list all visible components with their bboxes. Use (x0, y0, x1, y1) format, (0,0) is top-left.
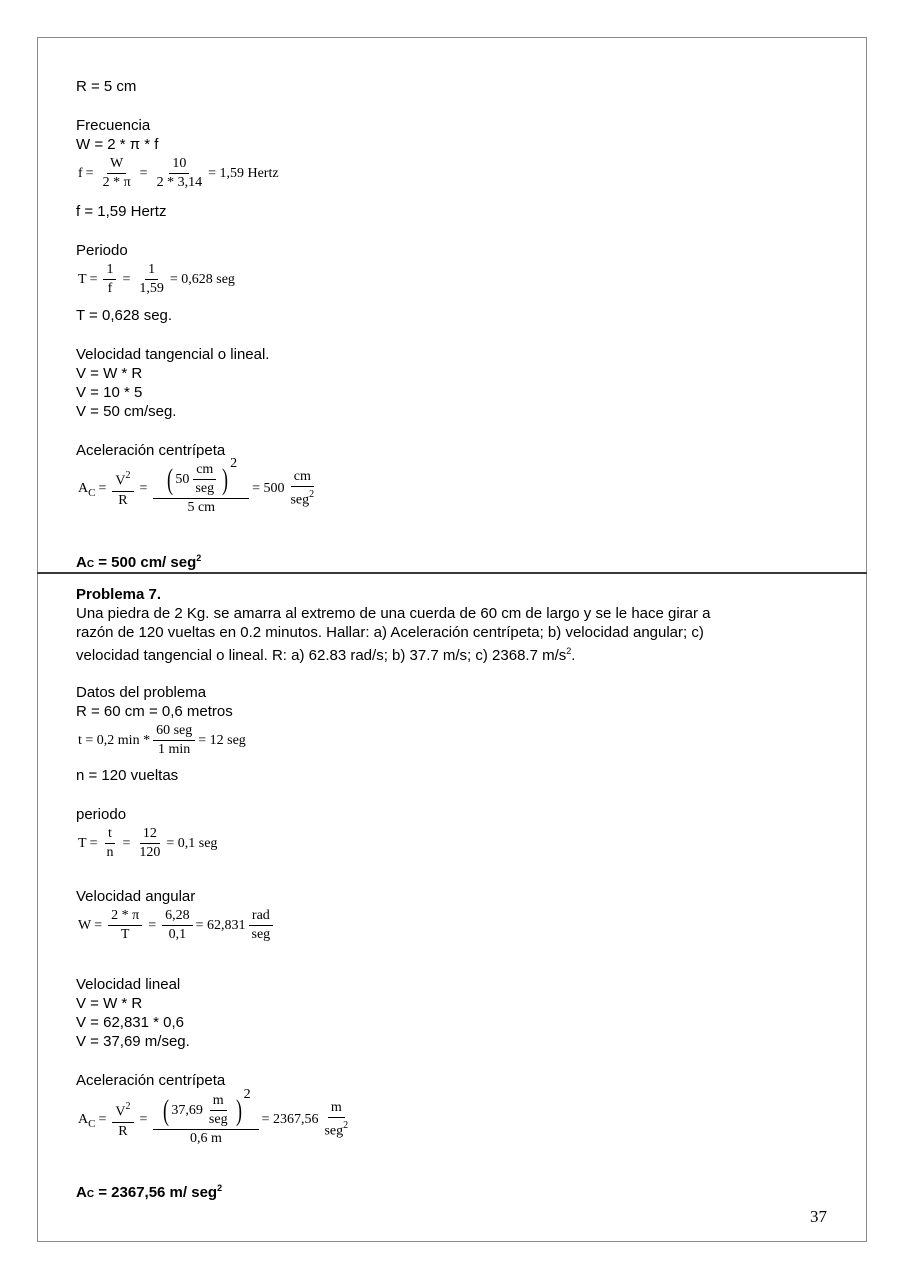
eq-lhs: T (78, 271, 87, 287)
result-sup: 2 (196, 553, 202, 563)
numerator: W (107, 156, 126, 174)
paren-group (165, 455, 238, 497)
unit-fraction (287, 469, 317, 509)
velocidad-line-3: V = 50 cm/seg. (76, 403, 177, 420)
eq-value: = 500 (252, 481, 285, 496)
right-paren: ) (222, 462, 229, 496)
numerator (112, 1100, 133, 1123)
velocidad-line-2: V = 10 * 5 (76, 384, 143, 401)
denominator: 0,6 m (190, 1131, 222, 1146)
numerator: 10 (169, 156, 189, 174)
eq-lhs (78, 481, 95, 497)
tiempo-equation (78, 723, 246, 758)
frecuencia-result: f = 1,59 Hertz (76, 203, 167, 220)
radius-line: R = 5 cm (76, 78, 137, 95)
problem-statement (76, 604, 796, 665)
lhs-main: A (78, 1112, 89, 1127)
equals-sign: = (122, 835, 131, 851)
eq-value: = 62,831 (195, 917, 246, 933)
equals-sign: = (98, 1112, 107, 1127)
result-main: = 2367,56 m/ seg (94, 1184, 218, 1201)
left-paren: ( (163, 1093, 170, 1127)
result-sup: 2 (217, 1183, 223, 1193)
denominator: f (107, 281, 113, 296)
periodo2-equation (78, 826, 217, 861)
fraction (100, 156, 134, 191)
unit-numerator: cm (291, 469, 314, 487)
result-sub: C (86, 559, 95, 570)
frecuencia-heading: Frecuencia (76, 117, 151, 134)
fraction (154, 156, 206, 191)
unit-den-main: seg (324, 1123, 344, 1139)
lineal-line-1: V = W * R (76, 995, 143, 1012)
equals-sign: = (122, 271, 131, 287)
eq-lhs: W (78, 917, 92, 933)
page-number: 37 (810, 1207, 827, 1226)
inner-denominator: seg (208, 1112, 228, 1127)
angular-equation (78, 908, 276, 943)
inner-fraction (192, 462, 217, 497)
equals-sign: = (148, 917, 157, 933)
aceleracion2-heading: Aceleración centrípeta (76, 1072, 226, 1089)
unit-denominator (321, 1118, 351, 1140)
numerator: 1 (103, 262, 116, 280)
fraction (112, 1100, 133, 1140)
denominator: 1 min (158, 742, 191, 757)
numerator (153, 455, 249, 499)
outer-sup: 2 (243, 1086, 251, 1102)
numerator: 60 seg (153, 723, 195, 741)
fraction (108, 908, 142, 943)
unit-den-main: seg (290, 492, 310, 508)
fraction (103, 262, 116, 297)
unit-numerator: m (328, 1100, 345, 1118)
denominator: R (118, 492, 128, 508)
inner-denominator: seg (195, 481, 215, 496)
fraction (103, 826, 116, 861)
aceleracion-result (76, 549, 201, 574)
inner-numerator: cm (193, 462, 216, 480)
eq-lhs: t = 0,2 min * (78, 732, 151, 748)
equals-sign: = (89, 271, 98, 287)
equals-sign: = (139, 481, 148, 496)
eq-value: = 2367,56 (261, 1112, 319, 1127)
inner-fraction (206, 1093, 231, 1128)
eq-lhs: T (78, 835, 87, 851)
angular-heading: Velocidad angular (76, 888, 196, 905)
datos-n: n = 120 vueltas (76, 767, 179, 784)
denominator: 2 * 3,14 (156, 175, 203, 190)
right-paren: ) (235, 1093, 242, 1127)
numerator (112, 469, 133, 492)
fraction (153, 723, 195, 758)
denominator: R (118, 1123, 128, 1139)
eq-lhs (78, 1112, 95, 1128)
statement-line-3-text: velocidad tangencial o lineal. R: a) 62.83 rad/s; b) 37.7 m/s; c) 2368.7 m/s (76, 647, 567, 664)
frecuencia-equation (78, 156, 279, 191)
numerator (153, 1086, 258, 1130)
equals-sign: = (94, 917, 103, 933)
frecuencia-formula: W = 2 * π * f (76, 136, 159, 153)
inner-value: 37,69 (171, 1102, 203, 1118)
problem-title: Problema 7. (76, 586, 162, 603)
result-main: = 500 cm/ seg (94, 554, 197, 571)
datos-heading: Datos del problema (76, 684, 207, 701)
lineal-line-3: V = 37,69 m/seg. (76, 1033, 190, 1050)
num-main: V (115, 1104, 126, 1120)
equals-sign: = (139, 1112, 148, 1127)
eq-lhs: f (78, 165, 83, 181)
unit-den-sup: 2 (343, 1120, 349, 1132)
inner-numerator: m (210, 1093, 227, 1111)
fraction (153, 1086, 258, 1147)
num-sup: 2 (125, 1101, 131, 1113)
left-paren: ( (167, 462, 174, 496)
datos-radius: R = 60 cm = 0,6 metros (76, 703, 233, 720)
velocidad-heading: Velocidad tangencial o lineal. (76, 346, 270, 363)
equals-sign: = (89, 835, 98, 851)
denominator: 2 * π (102, 175, 131, 190)
aceleracion-heading: Aceleración centrípeta (76, 442, 226, 459)
result-sub: C (86, 1189, 95, 1200)
denominator: 5 cm (187, 500, 216, 515)
fraction (162, 908, 193, 943)
outer-sup: 2 (230, 455, 238, 471)
denominator: n (106, 845, 114, 860)
statement-end: . (571, 647, 576, 664)
periodo-result: T = 0,628 seg. (76, 307, 173, 324)
fraction (153, 455, 249, 516)
numerator: 6,28 (162, 908, 193, 926)
statement-line-1: Una piedra de 2 Kg. se amarra al extremo de una cuerda de 60 cm de largo y se le hace girar a (76, 605, 711, 622)
statement-line-2: razón de 120 vueltas en 0.2 minutos. Hallar: a) Aceleración centrípeta; b) velocidad angular; c) (76, 624, 704, 641)
inner-value: 50 (175, 471, 190, 487)
paren-group (161, 1086, 251, 1128)
unit-den-sup: 2 (309, 489, 315, 501)
denominator: T (120, 927, 130, 942)
statement-line-3 (76, 642, 796, 665)
unit-numerator: rad (249, 908, 273, 926)
fraction (112, 469, 133, 509)
unit-denominator (287, 487, 317, 509)
numerator: 2 * π (108, 908, 142, 926)
aceleracion2-equation (78, 1086, 354, 1147)
eq-result: = 0,628 seg (169, 271, 235, 287)
aceleracion-equation (78, 455, 320, 516)
equals-sign: = (139, 165, 148, 181)
statement-sup: 2 (566, 646, 572, 656)
fraction (136, 262, 167, 297)
unit-denominator: seg (251, 927, 271, 942)
periodo-equation (78, 262, 235, 297)
fraction (136, 826, 163, 861)
equals-sign: = (98, 481, 107, 496)
unit-fraction (321, 1100, 351, 1140)
result-prefix: A (76, 1184, 87, 1201)
num-main: V (115, 473, 126, 489)
lhs-subscript: C (88, 487, 96, 499)
result-prefix: A (76, 554, 87, 571)
lhs-main: A (78, 481, 89, 496)
numerator: t (105, 826, 115, 844)
denominator: 0,1 (168, 927, 187, 942)
lineal-line-2: V = 62,831 * 0,6 (76, 1014, 185, 1031)
eq-result: = 12 seg (198, 732, 246, 748)
eq-result: = 1,59 Hertz (208, 165, 279, 181)
lhs-subscript: C (88, 1118, 96, 1130)
numerator: 12 (140, 826, 160, 844)
aceleracion2-result (76, 1179, 222, 1204)
periodo-heading: Periodo (76, 242, 128, 259)
lineal-heading: Velocidad lineal (76, 976, 181, 993)
denominator: 1,59 (139, 281, 164, 296)
unit-fraction (249, 908, 274, 943)
velocidad-line-1: V = W * R (76, 365, 143, 382)
equals-sign: = (85, 165, 94, 181)
numerator: 1 (145, 262, 158, 280)
denominator: 120 (139, 845, 161, 860)
eq-result: = 0,1 seg (166, 835, 218, 851)
num-sup: 2 (125, 470, 131, 482)
periodo2-heading: periodo (76, 806, 127, 823)
